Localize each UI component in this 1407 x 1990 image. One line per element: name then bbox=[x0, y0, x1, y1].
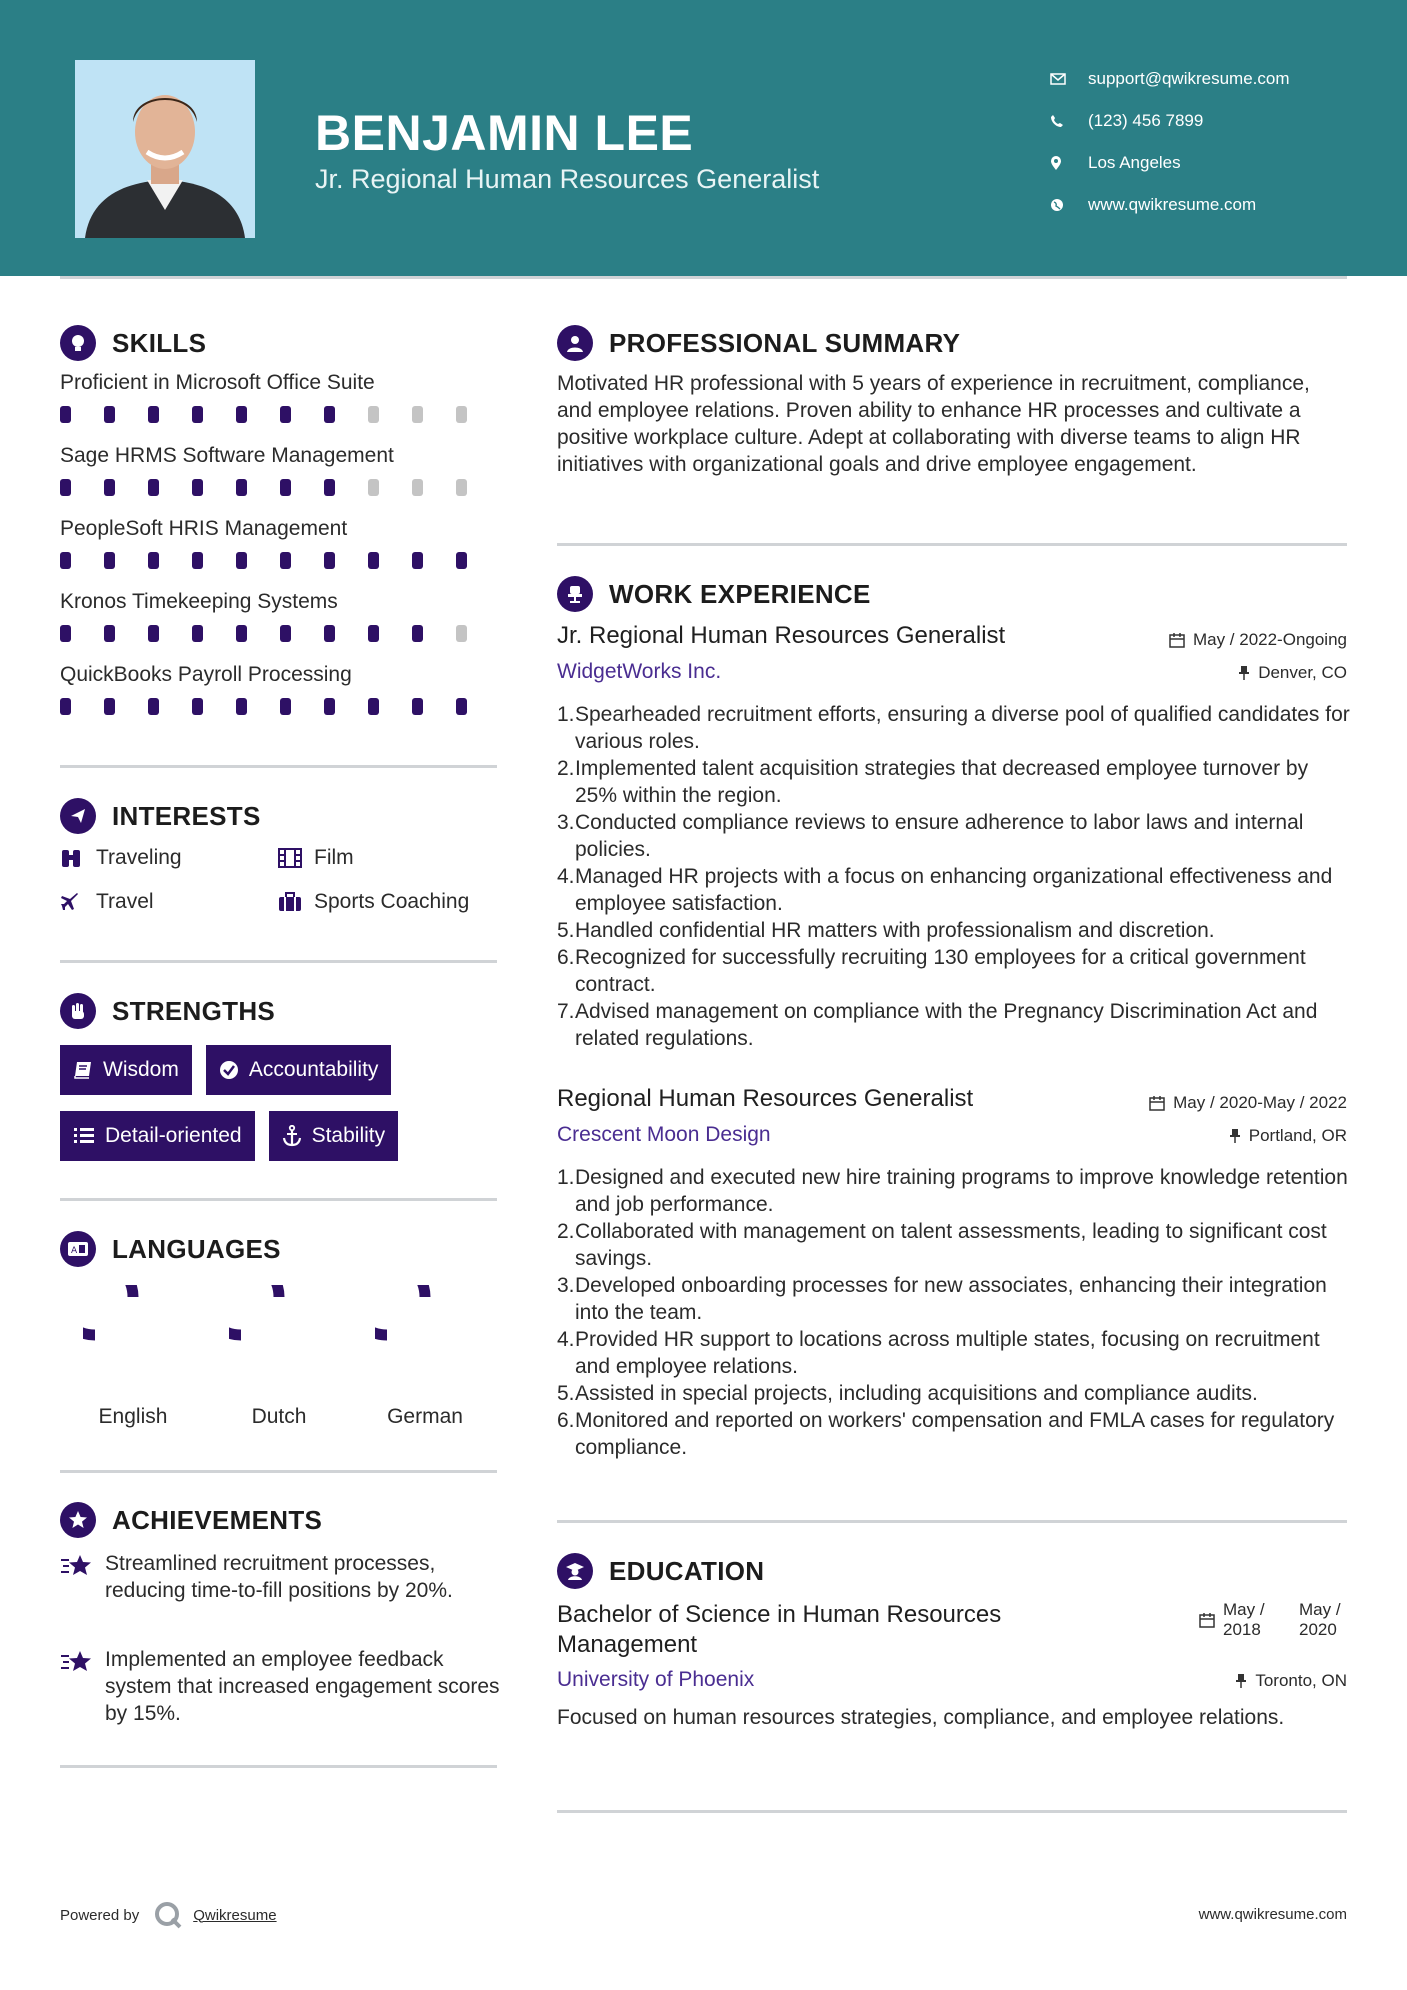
skills-list bbox=[60, 368, 500, 733]
education-heading: EDUCATION bbox=[557, 1553, 764, 1589]
education-end: May / 2020 bbox=[1299, 1600, 1341, 1639]
candidate-title: Jr. Regional Human Resources Generalist bbox=[315, 164, 820, 194]
achievement-item: Implemented an employee feedback system that increased engagement scores by 15%. bbox=[60, 1646, 500, 1727]
language-icon bbox=[60, 1231, 96, 1267]
section-divider bbox=[60, 960, 497, 963]
calendar-icon bbox=[1199, 1612, 1215, 1633]
job-location: Portland, OR bbox=[1229, 1126, 1347, 1146]
language-proficiency-ring bbox=[229, 1285, 329, 1385]
skill-item: Kronos Timekeeping Systems bbox=[60, 587, 500, 660]
achievements-heading: ACHIEVEMENTS bbox=[60, 1502, 322, 1538]
skill-dot bbox=[324, 698, 335, 715]
candidate-name: BENJAMIN LEE bbox=[315, 105, 694, 161]
section-divider bbox=[60, 1470, 497, 1473]
list-item: 3. Developed onboarding processes for new associates, enhancing their integration into the team. bbox=[557, 1274, 1327, 1324]
languages-list bbox=[60, 1285, 500, 1429]
job-responsibilities bbox=[557, 1164, 1352, 1461]
summary-heading: PROFESSIONAL SUMMARY bbox=[557, 325, 960, 361]
interests-heading: INTERESTS bbox=[60, 798, 261, 834]
skill-rating bbox=[60, 479, 500, 496]
pushpin-icon bbox=[1235, 1673, 1247, 1689]
footer-website[interactable]: www.qwikresume.com bbox=[1198, 1906, 1347, 1923]
strength-chip: Wisdom bbox=[60, 1045, 192, 1095]
language-proficiency-ring bbox=[83, 1285, 183, 1385]
skill-dot bbox=[280, 406, 291, 423]
skill-dot bbox=[60, 479, 71, 496]
check-circle-icon bbox=[219, 1060, 239, 1080]
list-item: 6. Recognized for successfully recruiting 130 employees for a critical government contract. bbox=[557, 946, 1306, 996]
envelope-icon bbox=[1050, 73, 1088, 85]
skill-dot bbox=[324, 625, 335, 642]
skill-dot bbox=[456, 406, 467, 423]
section-divider bbox=[60, 1765, 497, 1768]
skill-dot bbox=[412, 406, 423, 423]
interest-item: Travel bbox=[60, 887, 278, 917]
skill-dot bbox=[236, 406, 247, 423]
skills-heading: SKILLS bbox=[60, 325, 206, 361]
skill-dot bbox=[148, 625, 159, 642]
experience-heading: WORK EXPERIENCE bbox=[557, 576, 871, 612]
skill-dot bbox=[324, 552, 335, 569]
skill-dot bbox=[148, 698, 159, 715]
skill-rating bbox=[60, 552, 500, 569]
contact-list bbox=[1050, 58, 1290, 226]
skill-item: PeopleSoft HRIS Management bbox=[60, 514, 500, 587]
skill-dot bbox=[236, 625, 247, 642]
education-location: Toronto, ON bbox=[1235, 1671, 1347, 1691]
degree-title: Bachelor of Science in Human Resources Management bbox=[557, 1601, 1002, 1658]
graduate-icon bbox=[557, 1553, 593, 1589]
skill-dot bbox=[368, 406, 379, 423]
skill-rating bbox=[60, 625, 500, 642]
skill-dot bbox=[412, 479, 423, 496]
list-item: 5. Handled confidential HR matters with professionalism and discretion. bbox=[557, 919, 1215, 942]
list-icon bbox=[73, 1127, 95, 1145]
skill-dot bbox=[104, 552, 115, 569]
skill-dot bbox=[148, 552, 159, 569]
section-divider bbox=[60, 1198, 497, 1201]
skill-dot bbox=[324, 479, 335, 496]
contact-website[interactable]: www.qwikresume.com bbox=[1050, 184, 1290, 226]
resume-header bbox=[0, 0, 1407, 276]
phone-icon bbox=[1050, 114, 1088, 128]
skill-dot bbox=[104, 625, 115, 642]
skill-dot bbox=[368, 479, 379, 496]
paper-plane-icon bbox=[60, 798, 96, 834]
skill-rating bbox=[60, 406, 500, 423]
language-item: Dutch bbox=[206, 1285, 352, 1429]
job-title: Regional Human Resources Generalist bbox=[557, 1085, 974, 1112]
hand-icon bbox=[60, 993, 96, 1029]
list-item: 6. Monitored and reported on workers' compensation and FMLA cases for regulatory compliance. bbox=[557, 1409, 1335, 1459]
skill-dot bbox=[104, 479, 115, 496]
job-title: Jr. Regional Human Resources Generalist bbox=[557, 622, 1006, 649]
skill-dot bbox=[104, 406, 115, 423]
skill-dot bbox=[192, 625, 203, 642]
education-start: May / 2018 bbox=[1223, 1600, 1265, 1639]
list-item: 2. Implemented talent acquisition strategies that decreased employee turnover by 25% within the region. bbox=[557, 757, 1309, 807]
language-ring-arc bbox=[229, 1285, 279, 1335]
section-divider bbox=[557, 543, 1347, 546]
strength-chip: Accountability bbox=[206, 1045, 392, 1095]
list-item: 1. Designed and executed new hire training programs to improve knowledge retention and job performance. bbox=[557, 1166, 1348, 1216]
skill-item: QuickBooks Payroll Processing bbox=[60, 660, 500, 733]
pushpin-icon bbox=[1238, 665, 1250, 681]
star-badge-icon bbox=[60, 1502, 96, 1538]
education-description: Focused on human resources strategies, compliance, and employee relations. bbox=[557, 1706, 1285, 1729]
globe-icon bbox=[1050, 198, 1088, 212]
plane-icon bbox=[60, 892, 96, 912]
skill-dot bbox=[60, 625, 71, 642]
skill-dot bbox=[456, 479, 467, 496]
skill-dot bbox=[412, 552, 423, 569]
contact-phone[interactable]: (123) 456 7899 bbox=[1050, 100, 1290, 142]
education-dates bbox=[1199, 1600, 1347, 1640]
section-divider bbox=[60, 765, 497, 768]
skill-dot bbox=[368, 698, 379, 715]
footer-branding: Powered by Qwikresume bbox=[60, 1900, 277, 1930]
skill-dot bbox=[236, 552, 247, 569]
strength-chip: Stability bbox=[269, 1111, 399, 1161]
strengths-list bbox=[60, 1045, 500, 1161]
strength-chip: Detail-oriented bbox=[60, 1111, 255, 1161]
profile-photo bbox=[75, 60, 255, 238]
briefcase-icon bbox=[278, 892, 314, 912]
skill-dot bbox=[60, 406, 71, 423]
language-ring-arc bbox=[83, 1285, 133, 1335]
contact-location: Los Angeles bbox=[1050, 142, 1290, 184]
list-item: 7. Advised management on compliance with the Pregnancy Discrimination Act and related regulations. bbox=[557, 1000, 1318, 1050]
interest-item: Sports Coaching bbox=[278, 887, 500, 917]
skill-dot bbox=[192, 698, 203, 715]
job-dates: May / 2022-Ongoing bbox=[1169, 630, 1347, 650]
film-icon bbox=[278, 848, 314, 868]
skill-dot bbox=[368, 625, 379, 642]
skill-dot bbox=[192, 479, 203, 496]
language-item: German bbox=[352, 1285, 498, 1429]
job-dates: May / 2020-May / 2022 bbox=[1149, 1093, 1347, 1113]
language-ring-arc bbox=[375, 1285, 425, 1335]
skill-dot bbox=[60, 698, 71, 715]
skill-dot bbox=[456, 552, 467, 569]
skill-dot bbox=[412, 698, 423, 715]
skill-dot bbox=[456, 625, 467, 642]
job-responsibilities bbox=[557, 701, 1352, 1052]
languages-heading: A LANGUAGES bbox=[60, 1231, 281, 1267]
calendar-icon bbox=[1149, 1095, 1165, 1111]
language-proficiency-ring bbox=[375, 1285, 475, 1385]
school-name[interactable]: University of Phoenix bbox=[557, 1668, 755, 1691]
calendar-icon bbox=[1169, 632, 1185, 648]
svg-text:A: A bbox=[71, 1246, 78, 1256]
skill-dot bbox=[104, 698, 115, 715]
anchor-icon bbox=[282, 1125, 302, 1147]
summary-text: Motivated HR professional with 5 years of experience in recruitment, compliance, and employee relations. Proven ability to enhance HR processes and cultivate a positive workplace culture. Adept at collaborating with diverse teams to align HR initiatives with organizational goals and drive employee engagement. bbox=[557, 372, 1310, 476]
skill-dot bbox=[324, 406, 335, 423]
star-icon bbox=[60, 1646, 105, 1727]
skill-rating bbox=[60, 698, 500, 715]
skill-dot bbox=[280, 552, 291, 569]
skill-dot bbox=[236, 479, 247, 496]
skill-item: Sage HRMS Software Management bbox=[60, 441, 500, 514]
list-item: 1. Spearheaded recruitment efforts, ensuring a diverse pool of qualified candidates for various roles. bbox=[557, 703, 1350, 753]
skill-dot bbox=[280, 479, 291, 496]
contact-email[interactable]: support@qwikresume.com bbox=[1050, 58, 1290, 100]
company-name[interactable]: WidgetWorks Inc. bbox=[557, 660, 722, 683]
skill-dot bbox=[148, 479, 159, 496]
skill-dot bbox=[60, 552, 71, 569]
star-icon bbox=[60, 1550, 105, 1604]
qwikresume-logo-icon bbox=[153, 1900, 183, 1930]
pushpin-icon bbox=[1229, 1128, 1241, 1144]
book-icon bbox=[73, 1061, 93, 1079]
lightbulb-icon bbox=[60, 325, 96, 361]
interests-list bbox=[60, 843, 500, 917]
strengths-heading: STRENGTHS bbox=[60, 993, 275, 1029]
section-divider bbox=[557, 1520, 1347, 1523]
interest-item: Film bbox=[278, 843, 500, 873]
user-icon bbox=[557, 325, 593, 361]
job-location: Denver, CO bbox=[1238, 663, 1347, 683]
skill-item: Proficient in Microsoft Office Suite bbox=[60, 368, 500, 441]
company-name[interactable]: Crescent Moon Design bbox=[557, 1123, 771, 1146]
skill-dot bbox=[192, 552, 203, 569]
skill-dot bbox=[280, 698, 291, 715]
skill-dot bbox=[456, 698, 467, 715]
list-item: 3. Conducted compliance reviews to ensure adherence to labor laws and internal policies. bbox=[557, 811, 1304, 861]
binoculars-icon bbox=[60, 848, 96, 868]
map-pin-icon bbox=[1050, 156, 1088, 171]
section-divider bbox=[557, 1810, 1347, 1813]
skill-dot bbox=[412, 625, 423, 642]
skill-dot bbox=[148, 406, 159, 423]
skill-dot bbox=[192, 406, 203, 423]
interest-item: Traveling bbox=[60, 843, 278, 873]
list-item: 4. Provided HR support to locations across multiple states, focusing on recruitment and employee relations. bbox=[557, 1328, 1320, 1378]
skill-dot bbox=[280, 625, 291, 642]
qwikresume-link[interactable]: Qwikresume bbox=[193, 1906, 277, 1924]
list-item: 5. Assisted in special projects, including acquisitions and compliance audits. bbox=[557, 1382, 1258, 1405]
achievement-item: Streamlined recruitment processes, reducing time-to-fill positions by 20%. bbox=[60, 1550, 500, 1604]
chair-icon bbox=[557, 576, 593, 612]
skill-dot bbox=[236, 698, 247, 715]
header-divider bbox=[60, 276, 1347, 279]
list-item: 4. Managed HR projects with a focus on enhancing organizational effectiveness and employee satisfaction. bbox=[557, 865, 1333, 915]
skill-dot bbox=[368, 552, 379, 569]
language-item: English bbox=[60, 1285, 206, 1429]
list-item: 2. Collaborated with management on talent assessments, leading to significant cost savings. bbox=[557, 1220, 1327, 1270]
